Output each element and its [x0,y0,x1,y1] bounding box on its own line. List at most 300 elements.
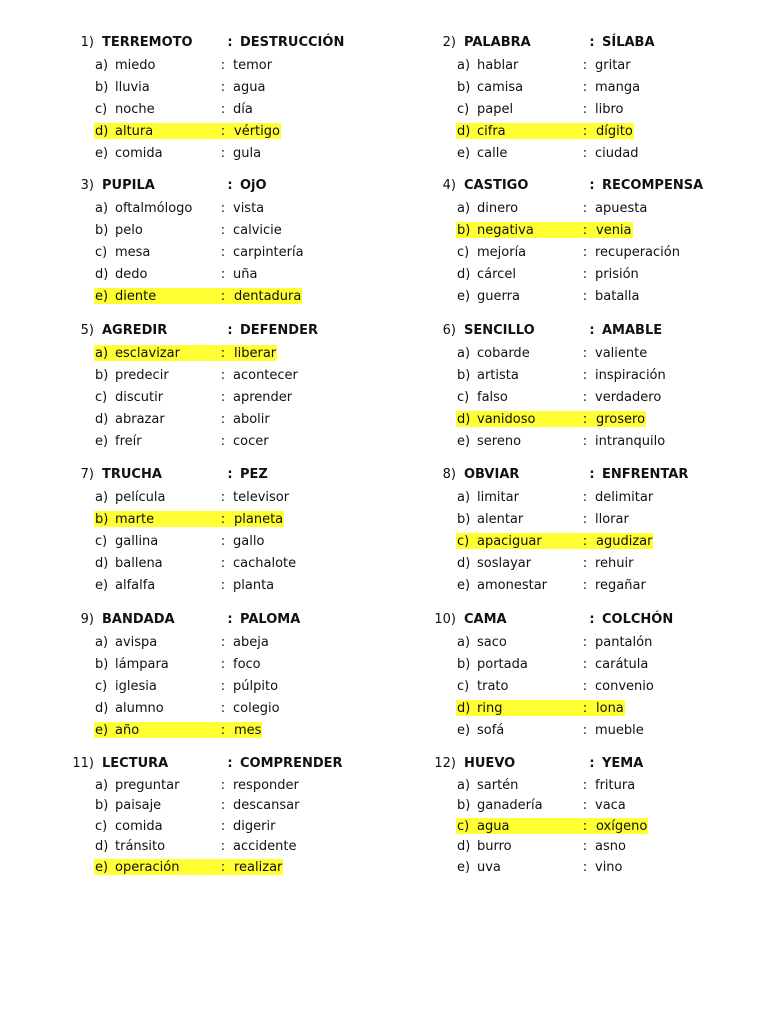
separator: : [582,555,588,571]
option-letter: c) [457,244,470,260]
premise-word-1: HUEVO [464,755,516,771]
option-letter: e) [95,577,109,593]
option-word-2: gula [233,145,262,161]
option-letter: b) [95,656,109,672]
analogy-question [422,30,768,173]
highlight-marker [94,123,233,139]
answer-option [422,775,768,796]
analogy-question [60,30,422,173]
option-letter: d) [457,123,471,139]
premise-word-1: BANDADA [102,611,175,627]
option-word-1: discutir [115,389,164,405]
option-word-2: uña [233,266,258,282]
option-word-1: comida [115,818,163,834]
option-letter: c) [95,678,108,694]
premise-word-2: RECOMPENSA [602,177,704,193]
option-word-1: año [115,722,140,738]
question-number: 8) [442,466,456,482]
separator: : [220,266,226,282]
answer-option [60,98,422,120]
option-word-2: planeta [234,511,284,527]
option-word-2: temor [233,57,273,73]
option-word-1: pelo [115,222,143,238]
separator: : [589,466,595,482]
separator: : [227,611,233,627]
option-word-2: televisor [233,489,290,505]
option-letter: d) [457,411,471,427]
option-word-2: descansar [233,798,300,814]
option-word-1: altura [115,123,154,139]
separator: : [220,79,226,95]
answer-option [60,263,422,285]
option-letter: e) [95,433,109,449]
option-word-1: agua [477,818,510,834]
option-word-1: sereno [477,433,522,449]
option-letter: a) [457,57,471,73]
question-header [60,318,422,342]
separator: : [220,577,226,593]
option-letter: a) [457,634,471,650]
separator: : [220,656,226,672]
separator: : [589,34,595,50]
option-letter: d) [457,700,471,716]
option-letter: c) [457,389,470,405]
option-word-1: trato [477,678,509,694]
option-word-1: paisaje [115,798,162,814]
answer-option [60,574,422,596]
option-letter: b) [457,222,471,238]
premise-word-2: DEFENDER [240,322,318,338]
option-word-1: avispa [115,634,158,650]
separator: : [220,678,226,694]
answer-option [60,816,422,837]
separator: : [220,123,226,139]
highlight-marker [94,511,233,527]
option-letter: a) [95,200,109,216]
separator: : [582,533,588,549]
separator: : [582,411,588,427]
option-word-2: manga [595,79,641,95]
highlight-marker [94,859,233,875]
separator: : [220,533,226,549]
highlight-marker [456,700,595,716]
question-header [60,30,422,54]
option-word-2: regañar [595,577,646,593]
option-letter: d) [457,839,471,855]
option-word-2: carpintería [233,244,304,260]
option-word-2: abolir [233,411,270,427]
answer-option [60,552,422,574]
option-word-2: convenio [595,678,654,694]
separator: : [220,345,226,361]
option-word-2: recuperación [595,244,680,260]
separator: : [582,798,588,814]
question-header [60,607,422,631]
option-word-1: tránsito [115,839,166,855]
option-word-1: preguntar [115,777,180,793]
question-number: 4) [442,177,456,193]
separator: : [582,57,588,73]
answer-option [422,364,768,386]
option-word-2: batalla [595,288,640,304]
answer-option [60,219,422,241]
option-letter: d) [95,555,109,571]
option-letter: a) [457,489,471,505]
analogy-question [60,173,422,318]
premise-word-1: TERREMOTO [102,34,193,50]
answer-option [422,285,768,307]
separator: : [582,145,588,161]
question-number: 1) [80,34,94,50]
option-word-2: pantalón [595,634,653,650]
separator: : [582,288,588,304]
option-letter: a) [95,345,109,361]
option-word-2: abeja [233,634,269,650]
separator: : [582,656,588,672]
answer-option-correct [422,219,768,241]
premise-word-2: ENFRENTAR [602,466,689,482]
premise-word-1: LECTURA [102,755,169,771]
premise-word-2: COLCHÓN [602,611,674,627]
option-word-2: prisión [595,266,639,282]
separator: : [582,123,588,139]
option-word-2: aprender [233,389,293,405]
option-word-2: carátula [595,656,649,672]
option-letter: b) [457,798,471,814]
answer-option-correct [60,508,422,530]
answer-option [422,796,768,817]
option-word-2: digerir [233,818,276,834]
option-word-1: diente [115,288,157,304]
option-word-1: soslayar [477,555,532,571]
option-word-2: libro [595,101,624,117]
separator: : [220,367,226,383]
option-letter: c) [457,678,470,694]
answer-option [422,631,768,653]
separator: : [220,634,226,650]
answer-option [60,653,422,675]
answer-option [60,530,422,552]
answer-option [422,98,768,120]
separator: : [227,322,233,338]
option-letter: e) [457,722,471,738]
option-word-2: inspiración [595,367,666,383]
option-word-2: lona [596,700,624,716]
option-word-2: grosero [596,411,646,427]
premise-word-2: OjO [240,177,267,193]
option-letter: c) [457,533,470,549]
answer-option [60,796,422,817]
option-word-1: saco [477,634,507,650]
option-letter: d) [457,266,471,282]
option-letter: d) [95,266,109,282]
separator: : [582,577,588,593]
question-header [422,318,768,342]
answer-option [60,408,422,430]
answer-option [422,54,768,76]
option-letter: e) [457,433,471,449]
answer-option [422,241,768,263]
analogy-question [422,173,768,318]
separator: : [582,634,588,650]
answer-option [60,631,422,653]
separator: : [220,722,226,738]
option-letter: e) [457,145,471,161]
separator: : [220,700,226,716]
question-header [60,751,422,775]
option-letter: c) [95,244,108,260]
option-word-2: acontecer [233,367,298,383]
option-word-1: limitar [477,489,519,505]
separator: : [589,177,595,193]
separator: : [589,611,595,627]
option-letter: b) [457,511,471,527]
option-word-2: agua [233,79,266,95]
option-word-2: asno [595,839,626,855]
option-word-2: ciudad [595,145,639,161]
separator: : [220,433,226,449]
option-word-2: cocer [233,433,269,449]
premise-word-2: DESTRUCCIÓN [240,34,345,50]
premise-word-2: COMPRENDER [240,755,343,771]
option-word-1: freír [115,433,142,449]
separator: : [582,777,588,793]
separator: : [220,839,226,855]
question-number: 3) [80,177,94,193]
option-word-1: película [115,489,166,505]
answer-option [422,386,768,408]
answer-option [60,54,422,76]
highlight-marker [94,288,233,304]
option-word-1: noche [115,101,155,117]
option-letter: e) [457,577,471,593]
option-word-1: sartén [477,777,519,793]
option-word-1: alentar [477,511,524,527]
option-word-1: operación [115,859,180,875]
answer-option [422,430,768,452]
highlight-marker [456,411,595,427]
separator: : [582,859,588,875]
separator: : [227,34,233,50]
premise-word-1: CASTIGO [464,177,529,193]
answer-option [60,386,422,408]
separator: : [227,177,233,193]
option-word-1: cifra [477,123,506,139]
answer-option [422,574,768,596]
option-letter: a) [95,777,109,793]
answer-option [60,837,422,858]
separator: : [227,466,233,482]
option-word-2: púlpito [233,678,279,694]
separator: : [220,145,226,161]
option-word-1: abrazar [115,411,165,427]
highlight-marker [456,222,595,238]
option-word-1: esclavizar [115,345,180,361]
separator: : [220,555,226,571]
separator: : [582,101,588,117]
option-word-1: vanidoso [477,411,536,427]
separator: : [220,57,226,73]
option-word-2: agudizar [596,533,653,549]
option-word-1: alfalfa [115,577,156,593]
option-letter: a) [457,777,471,793]
premise-word-1: SENCILLO [464,322,535,338]
option-word-2: realizar [234,859,283,875]
premise-word-2: YEMA [602,755,644,771]
premise-word-2: PEZ [240,466,268,482]
answer-option [60,364,422,386]
question-header [422,751,768,775]
separator: : [220,859,226,875]
premise-word-2: AMABLE [602,322,663,338]
premise-word-1: CAMA [464,611,507,627]
answer-option [422,76,768,98]
separator: : [220,511,226,527]
option-word-1: dedo [115,266,148,282]
option-word-2: rehuir [595,555,634,571]
option-word-1: amonestar [477,577,548,593]
option-letter: b) [95,79,109,95]
question-number: 7) [80,466,94,482]
option-word-1: ring [477,700,503,716]
option-letter: d) [95,411,109,427]
option-letter: c) [95,101,108,117]
separator: : [582,489,588,505]
answer-option-correct [60,285,422,307]
option-word-1: hablar [477,57,519,73]
option-word-1: negativa [477,222,534,238]
answer-option [60,142,422,164]
separator: : [582,200,588,216]
question-number: 2) [442,34,456,50]
separator: : [582,511,588,527]
question-number: 5) [80,322,94,338]
analogy-question [60,607,422,751]
separator: : [220,222,226,238]
option-word-1: apaciguar [477,533,542,549]
option-letter: c) [95,533,108,549]
option-word-2: delimitar [595,489,654,505]
answer-option-correct [60,719,422,741]
question-number: 10) [434,611,456,627]
option-word-1: lluvia [115,79,150,95]
option-word-2: apuesta [595,200,648,216]
separator: : [589,322,595,338]
separator: : [220,389,226,405]
option-word-1: calle [477,145,508,161]
option-word-2: vista [233,200,265,216]
question-header [60,173,422,197]
analogy-question [60,751,422,875]
option-word-2: mes [234,722,262,738]
option-word-1: oftalmólogo [115,200,193,216]
answer-option [422,675,768,697]
option-word-2: cachalote [233,555,297,571]
option-letter: b) [457,656,471,672]
answer-option [60,775,422,796]
option-word-2: vértigo [234,123,280,139]
option-word-2: dígito [596,123,633,139]
answer-option [422,653,768,675]
option-word-1: falso [477,389,508,405]
premise-word-2: PALOMA [240,611,301,627]
separator: : [582,367,588,383]
separator: : [220,244,226,260]
option-word-2: fritura [595,777,636,793]
option-word-1: miedo [115,57,156,73]
question-header [422,607,768,631]
option-word-2: planta [233,577,275,593]
option-letter: a) [457,345,471,361]
option-word-1: alumno [115,700,164,716]
option-word-2: foco [233,656,261,672]
answer-option-correct [422,120,768,142]
answer-option-correct [60,857,422,878]
highlight-marker [456,818,595,834]
separator: : [582,433,588,449]
option-word-1: portada [477,656,528,672]
option-letter: b) [95,222,109,238]
option-word-1: camisa [477,79,524,95]
option-word-2: calvicie [233,222,282,238]
option-word-2: venia [596,222,632,238]
option-word-1: burro [477,839,512,855]
option-word-1: cobarde [477,345,530,361]
answer-option-correct [422,697,768,719]
answer-option [422,486,768,508]
highlight-marker [94,722,233,738]
answer-option [60,197,422,219]
option-word-1: lámpara [115,656,169,672]
option-letter: b) [95,511,109,527]
premise-word-1: TRUCHA [102,466,162,482]
option-word-2: día [233,101,253,117]
premise-word-1: PUPILA [102,177,155,193]
option-word-2: colegio [233,700,280,716]
option-word-2: dentadura [234,288,302,304]
option-letter: d) [95,123,109,139]
premise-word-1: OBVIAR [464,466,520,482]
option-word-1: mesa [115,244,151,260]
answer-option-correct [60,120,422,142]
answer-option [60,76,422,98]
option-letter: e) [457,859,471,875]
option-word-1: papel [477,101,514,117]
option-word-2: intranquilo [595,433,666,449]
option-letter: b) [95,367,109,383]
option-word-2: liberar [234,345,277,361]
option-word-1: ballena [115,555,163,571]
answer-option [60,486,422,508]
separator: : [582,818,588,834]
separator: : [582,244,588,260]
separator: : [582,678,588,694]
option-word-2: oxígeno [596,818,648,834]
option-letter: e) [95,288,109,304]
option-word-2: gallo [233,533,265,549]
answer-option-correct [60,342,422,364]
option-word-1: ganadería [477,798,543,814]
separator: : [220,411,226,427]
separator: : [220,818,226,834]
separator: : [220,777,226,793]
question-number: 12) [434,755,456,771]
question-header [422,173,768,197]
answer-option [60,241,422,263]
separator: : [220,101,226,117]
answer-option [60,675,422,697]
option-word-1: gallina [115,533,159,549]
